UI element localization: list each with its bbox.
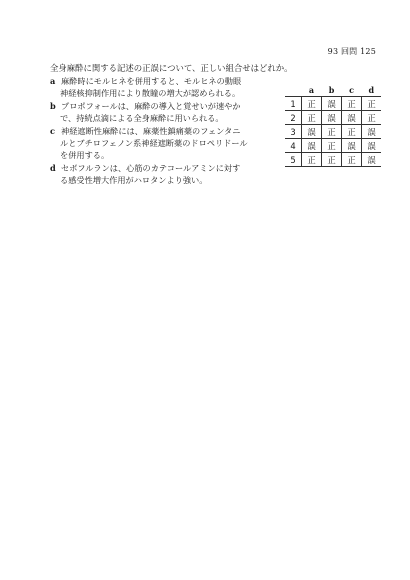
choice-number: 5 <box>285 153 302 167</box>
statement-letter: b <box>50 100 56 111</box>
choice-number: 3 <box>285 125 302 139</box>
choice-number: 1 <box>285 97 302 111</box>
table-cell: 正 <box>322 125 342 139</box>
statement-d <box>50 162 280 187</box>
table-cell: 誤 <box>362 125 382 139</box>
statement-line <box>50 75 280 87</box>
statement-text: 神経遮断性麻酔には、麻薬性鎮痛薬のフェンタニ <box>61 125 241 136</box>
column-header-a: a <box>308 85 315 95</box>
table-corner-cell <box>285 84 302 97</box>
table-cell: 誤 <box>362 153 382 167</box>
choice-number: 2 <box>285 111 302 125</box>
table-row <box>285 111 381 125</box>
table-cell: 誤 <box>307 140 316 151</box>
statement-line: る感受性増大作用がハロタンより強い。 <box>60 175 208 186</box>
column-header-d: d <box>368 85 375 95</box>
statement-line: ルとブチロフェノン系神経遮断薬のドロペリドール <box>60 138 248 149</box>
statement-text: 麻酔時にモルヒネを併用すると、モルヒネの動眼 <box>61 76 242 86</box>
table-cell: 誤 <box>307 126 316 137</box>
table-cell: 正 <box>362 97 382 111</box>
question-stem: 全身麻酔に関する記述の正誤について、正しい組合せはどれか。 <box>50 63 293 73</box>
table-cell: 正 <box>307 112 316 123</box>
statement-b <box>50 100 280 125</box>
table-cell: 正 <box>342 153 362 167</box>
table-row <box>285 97 381 111</box>
statement-letter: a <box>50 76 56 86</box>
column-header-c: c <box>349 85 354 95</box>
table-cell: 正 <box>342 97 362 111</box>
choice-number: 4 <box>285 139 302 153</box>
statement-c <box>50 125 280 162</box>
table-cell: 正 <box>322 139 342 153</box>
statement-line: で、持続点滴による全身麻酔に用いられる。 <box>60 113 224 124</box>
table-cell: 誤 <box>322 111 342 125</box>
table-cell: 正 <box>307 98 316 109</box>
statement-text: セボフルランは、心筋のカテコールアミンに対す <box>61 162 241 173</box>
table-cell: 誤 <box>342 111 362 125</box>
table-row <box>285 139 381 153</box>
table-cell: 誤 <box>342 139 362 153</box>
column-header-b: b <box>328 85 335 95</box>
table-row <box>285 153 381 167</box>
statement-list <box>50 75 280 187</box>
statement-line <box>50 162 280 174</box>
statement-letter: c <box>50 125 55 136</box>
answer-choice-table <box>285 84 381 167</box>
statement-line: を併用する。 <box>60 150 110 161</box>
table-row <box>285 125 381 139</box>
statement-text: プロポフォールは、麻酔の導入と覚せいが速やか <box>61 100 241 111</box>
statement-line <box>50 100 280 112</box>
statement-line <box>50 125 280 137</box>
table-cell: 正 <box>362 111 382 125</box>
statement-line: 神経核抑制作用により散瞳の増大が認められる。 <box>60 88 241 99</box>
statement-a <box>50 75 280 100</box>
question-reference: 93 回問 125 <box>327 47 376 56</box>
table-header-row <box>285 84 381 97</box>
table-cell: 正 <box>322 153 342 167</box>
table-cell: 正 <box>307 154 316 165</box>
table-cell: 正 <box>342 125 362 139</box>
table-cell: 誤 <box>362 139 382 153</box>
table-cell: 誤 <box>322 97 342 111</box>
statement-letter: d <box>50 162 56 173</box>
